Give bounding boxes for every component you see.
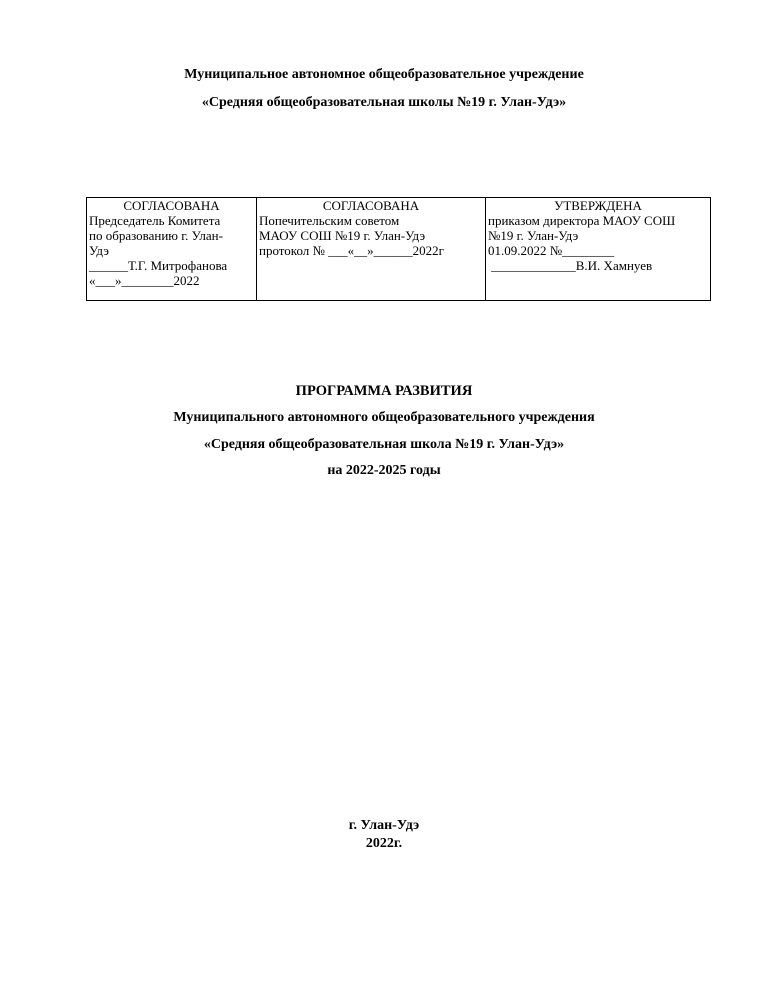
approval-line: Удэ — [89, 243, 109, 258]
approval-cell-director — [486, 198, 711, 301]
approval-line: МАОУ СОШ №19 г. Улан-Удэ — [259, 228, 426, 243]
approval-table — [86, 197, 711, 301]
approval-line: «___»________2022 — [89, 273, 200, 288]
program-title: ПРОГРАММА РАЗВИТИЯ — [295, 383, 473, 399]
header-institution-line: Муниципальное автономное общеобразовательное учреждение — [184, 67, 584, 82]
approval-cell-board — [257, 198, 486, 301]
approval-line: приказом директора МАОУ СОШ — [488, 213, 676, 228]
approval-line: _____________В.И. Хамнуев — [488, 258, 653, 273]
approval-line: по образованию г. Улан- — [89, 228, 223, 243]
program-institution-line: Муниципального автономного общеобразовательного учреждения — [173, 410, 595, 425]
approval-line: Председатель Комитета — [89, 213, 221, 228]
approval-heading: СОГЛАСОВАНА — [123, 198, 220, 213]
approval-line: 01.09.2022 №________ — [488, 243, 615, 258]
approval-line: Попечительским советом — [259, 213, 400, 228]
approval-heading: УТВЕРЖДЕНА — [554, 198, 642, 213]
approval-row — [87, 198, 711, 301]
footer-year: 2022г. — [365, 836, 403, 851]
header-school-name: «Средняя общеобразовательная школы №19 г. Улан-Удэ» — [201, 95, 567, 110]
approval-cell-committee — [87, 198, 257, 301]
approval-line: протокол № ___«__»______2022г — [259, 243, 445, 258]
approval-line: №19 г. Улан-Удэ — [488, 228, 579, 243]
program-school-name: «Средняя общеобразовательная школа №19 г. Улан-Удэ» — [203, 437, 565, 452]
footer-city: г. Улан-Удэ — [348, 818, 420, 833]
approval-heading: СОГЛАСОВАНА — [322, 198, 420, 213]
approval-line: ______Т.Г. Митрофанова — [89, 258, 228, 273]
program-period: на 2022-2025 годы — [327, 463, 441, 478]
